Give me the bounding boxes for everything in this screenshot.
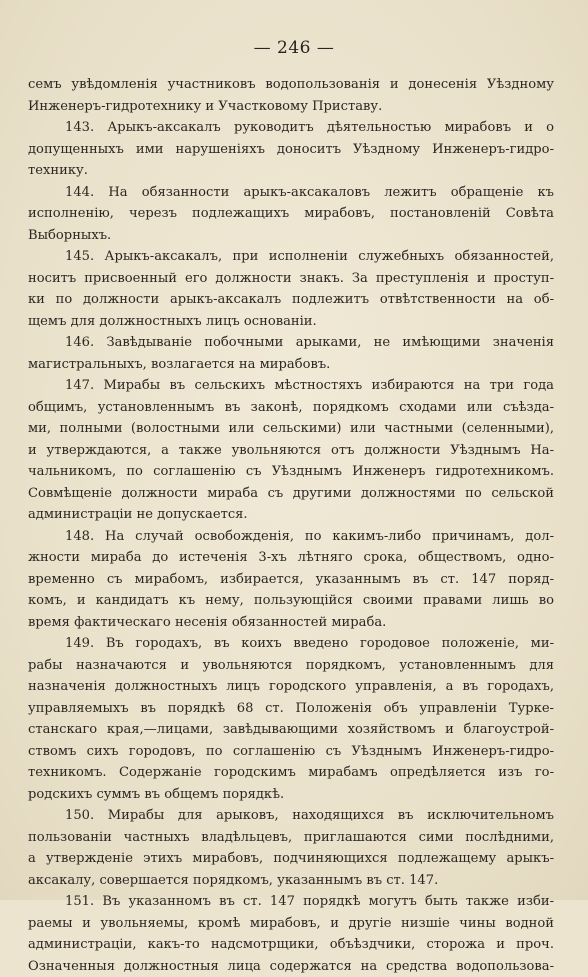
text-line: временно съ мирабомъ, избирается, указаннымъ въ ст. 147 поряд- [28,569,554,591]
text-line: аксакалу, совершается порядкомъ, указаннымъ въ ст. 147. [28,870,554,892]
text-line: и утверждаются, а также увольняются отъ должности Уѣзднымъ На- [28,440,554,462]
text-line: родскихъ суммъ въ общемъ порядкѣ. [28,784,554,806]
text-line: магистральныхъ, возлагается на мирабовъ. [28,354,554,376]
text-line: ки по должности арыкъ-аксакалъ подлежитъ отвѣтственности на об- [28,289,554,311]
text-line: администраціи не допускается. [28,504,554,526]
text-line: администраціи, какъ-то надсмотрщики, объѣздчики, сторожа и проч. [28,934,554,956]
text-line: 143. Арыкъ-аксакалъ руководитъ дѣятельностью мирабовъ и о [28,117,554,139]
text-line: 150. Мирабы для арыковъ, находящихся въ исключительномъ [28,805,554,827]
text-line: 151. Въ указанномъ въ ст. 147 порядкѣ могутъ быть также изби- [28,891,554,913]
text-line: носитъ присвоенный его должности знакъ. За преступленія и проступ- [28,268,554,290]
text-line: назначенія должностныхъ лицъ городского управленія, а въ городахъ, [28,676,554,698]
text-line: комъ, и кандидатъ къ нему, пользующійся своими правами лишь во [28,590,554,612]
text-line: допущенныхъ ими нарушеніяхъ доноситъ Уѣздному Инженеръ-гидро- [28,139,554,161]
text-line: жности мираба до истеченія 3-хъ лѣтняго срока, обществомъ, одно- [28,547,554,569]
text-line: технику. [28,160,554,182]
text-line: пользованіи частныхъ владѣльцевъ, приглашаются сими послѣдними, [28,827,554,849]
text-line: Инженеръ-гидротехнику и Участковому Приставу. [28,96,554,118]
text-line: раемы и увольняемы, кромѣ мирабовъ, и другіе низшіе чины водной [28,913,554,935]
text-line: ствомъ сихъ городовъ, по соглашенію съ Уѣзднымъ Инженеръ-гидро- [28,741,554,763]
body-text [28,74,554,977]
text-line: а утвержденіе этихъ мирабовъ, подчиняющихся подлежащему арыкъ- [28,848,554,870]
text-line: щемъ для должностныхъ лицъ основаніи. [28,311,554,333]
text-line: 148. На случай освобожденія, по какимъ-либо причинамъ, дол- [28,526,554,548]
text-line: техникомъ. Содержаніе городскимъ мирабамъ опредѣляется изъ го- [28,762,554,784]
text-line: рабы назначаются и увольняются порядкомъ, установленнымъ для [28,655,554,677]
text-line: Совмѣщеніе должности мираба съ другими должностями по сельской [28,483,554,505]
text-line: ми, полными (волостными или сельскими) или частными (селенными), [28,418,554,440]
text-line: 149. Въ городахъ, въ коихъ введено городовое положеніе, ми- [28,633,554,655]
text-line: 147. Мирабы въ сельскихъ мѣстностяхъ избираются на три года [28,375,554,397]
text-line: чальникомъ, по соглашенію съ Уѣзднымъ Инженеръ гидротехникомъ. [28,461,554,483]
page-number: — 246 — [0,38,588,58]
text-line: Выборныхъ. [28,225,554,247]
text-line: 145. Арыкъ-аксакалъ, при исполненіи служебныхъ обязанностей, [28,246,554,268]
text-line: станскаго края,—лицами, завѣдывающими хозяйствомъ и благоустрой- [28,719,554,741]
text-line: 144. На обязанности арыкъ-аксакаловъ лежитъ обращеніе къ [28,182,554,204]
text-line: исполненію, черезъ подлежащихъ мирабовъ, постановленій Совѣта [28,203,554,225]
text-line: время фактическаго несенія обязанностей мираба. [28,612,554,634]
text-line: Означенныя должностныя лица содержатся на средства водопользова- [28,956,554,977]
text-line: 146. Завѣдываніе побочными арыками, не имѣющими значенія [28,332,554,354]
text-line: управляемыхъ въ порядкѣ 68 ст. Положенія объ управленіи Турке- [28,698,554,720]
text-line: семъ увѣдомленія участниковъ водопользованія и донесенія Уѣздному [28,74,554,96]
text-line: общимъ, установленнымъ въ законѣ, порядкомъ сходами или съѣзда- [28,397,554,419]
